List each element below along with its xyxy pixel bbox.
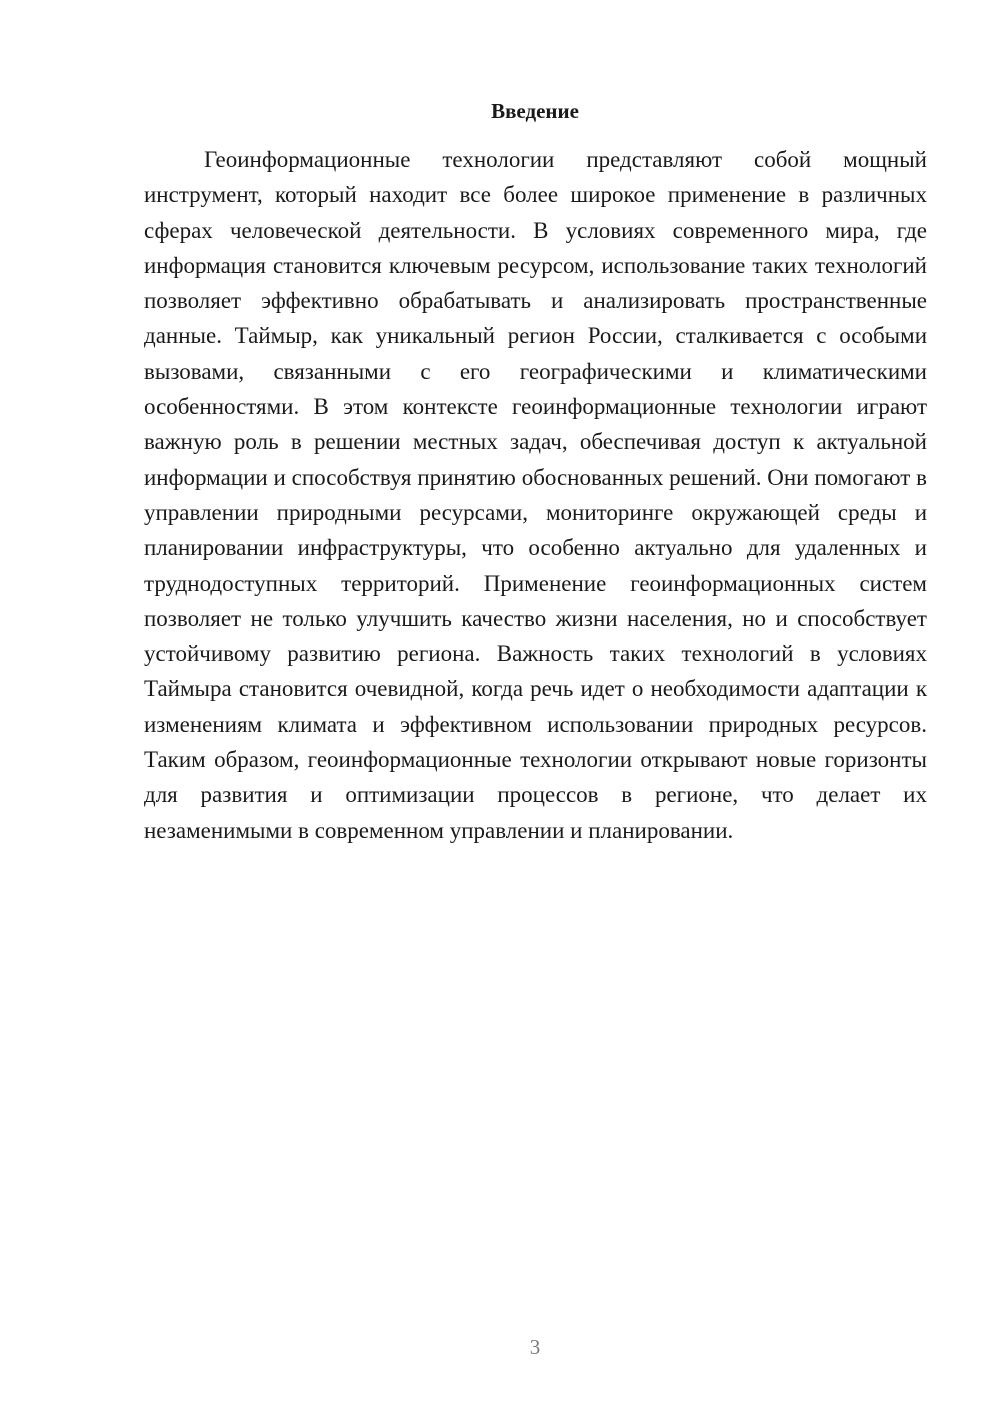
- intro-paragraph: Геоинформационные технологии представляют собой мощный инструмент, который находит все более широкое применение в различных сферах человеческой деятельности. В условиях современного мира, где информация становится ключевым ресурсом, использование таких технологий позволяет эффективно обрабатывать и анализировать пространственные данные. Таймыр, как уникальный регион России, сталкивается с особыми вызовами, связанными с его географическими и климатическими особенностями. В этом контексте геоинформационные технологии играют важную роль в решении местных задач, обеспечивая доступ к актуальной информации и способствуя принятию обоснованных решений. Они помогают в управлении природными ресурсами, мониторинге окружающей среды и планировании инфраструктуры, что особенно актуально для удаленных и труднодоступных территорий. Применение геоинформационных систем позволяет не только улучшить качество жизни населения, но и способствует устойчивому развитию региона. Важность таких технологий в условиях Таймыра становится очевидной, когда речь идет о необходимости адаптации к изменениям климата и эффективном использовании природных ресурсов. Таким образом, геоинформационные технологии открывают новые горизонты для развития и оптимизации процессов в регионе, что делает их незаменимыми в современном управлении и планировании.: [144, 147, 927, 843]
- page-title: Введение: [491, 99, 579, 123]
- page-number: 3: [529, 1335, 541, 1359]
